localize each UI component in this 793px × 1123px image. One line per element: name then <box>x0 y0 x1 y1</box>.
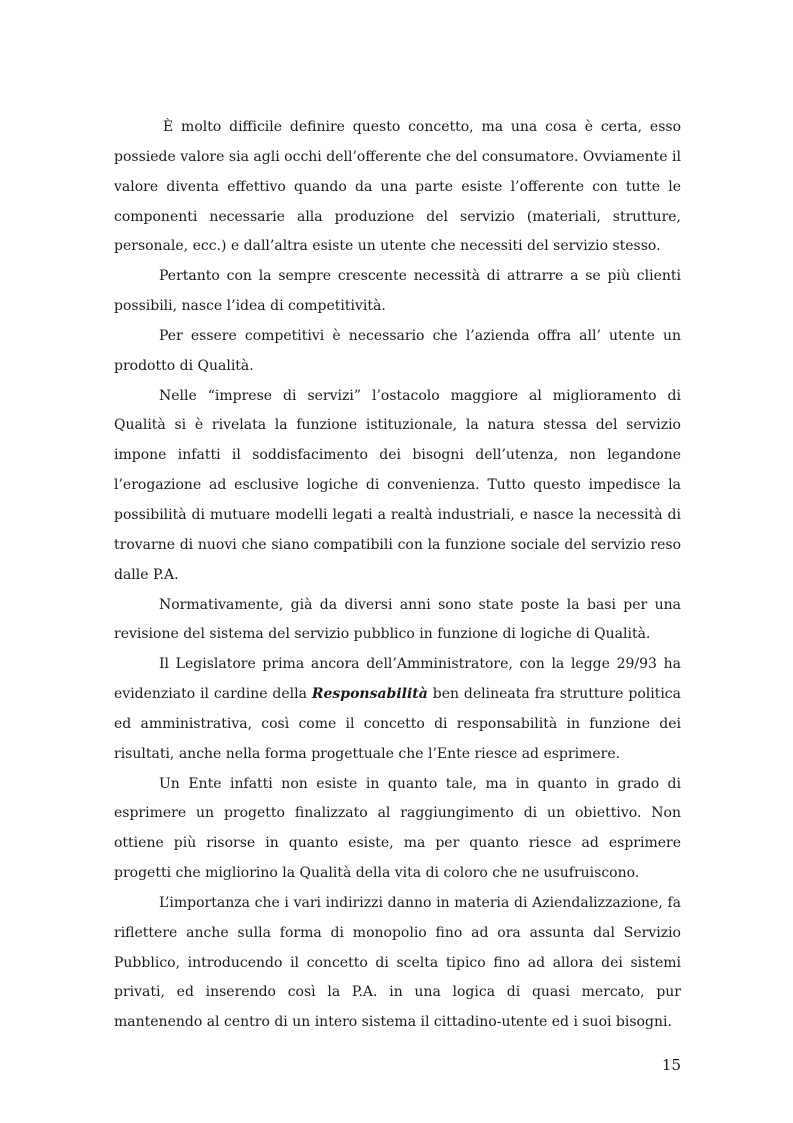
paragraph-5: Normativamente, già da diversi anni sono state poste la basi per una revisione del sistema del servizio pubblico in funzione di logiche di Qualità. <box>114 596 681 643</box>
paragraph-6-end: ben delineata fra strutture politica ed amministrativa, così come il concetto di responsabilità in funzione dei risultati, anche nella forma progettuale che l’Ente riesce ad esprimere. <box>114 686 681 762</box>
paragraph-8: L’importanza che i vari indirizzi danno in materia di Aziendalizzazione, fa riflettere anche sulla forma di monopolio fino ad ora assunta dal Servizio Pubblico, introducendo il concetto di scelta tipico fino ad allora dei sistemi privati, ed inserendo così la P.A. in una logica di quasi mercato, pur mantenendo al centro di un intero sistema il cittadino-utente ed i suoi bisogni. <box>114 894 681 1031</box>
emphasis-responsabilita: Responsabilità <box>311 686 428 703</box>
paragraph-6-start: Il Legislatore prima ancora dell’Amministratore, con la legge 29/93 ha evidenziato il cardine della <box>114 656 681 703</box>
paragraph-4: Nelle “imprese di servizi” l’ostacolo maggiore al miglioramento di Qualità si è rivelata la funzione istituzionale, la natura stessa del servizio impone infatti il soddisfacimento dei bisogni dell’utenza, non legandone l’erogazione ad esclusive logiche di convenienza. Tutto questo impedisce la possibilità di mutuare modelli legati a realtà industriali, e nasce la necessità di trovarne di nuovi che siano compatibili con la funzione sociale del servizio reso dalle P.A. <box>114 387 681 583</box>
paragraph-7: Un Ente infatti non esiste in quanto tale, ma in quanto in grado di esprimere un progetto finalizzato al raggiungimento di un obiettivo. Non ottiene più risorse in quanto esiste, ma per quanto riesce ad esprimere progetti che migliorino la Qualità della vita di coloro che ne usufruiscono. <box>114 775 681 882</box>
body-text <box>114 113 681 1038</box>
page-number: 15 <box>661 1056 681 1074</box>
paragraph-2: Pertanto con la sempre crescente necessità di attrarre a se più clienti possibili, nasce l’idea di competitività. <box>114 268 681 315</box>
paragraph-6 <box>114 650 681 769</box>
paragraph-1: È molto difficile definire questo concetto, ma una cosa è certa, esso possiede valore sia agli occhi dell’offerente che del consumatore. Ovviamente il valore diventa effettivo quando da una parte esiste l’offerente con tutte le componenti necessarie alla produzione del servizio (materiali, strutture, personale, ecc.) e dall’altra esiste un utente che necessiti del servizio stesso. <box>114 119 681 255</box>
paragraph-3: Per essere competitivi è necessario che l’azienda offra all’ utente un prodotto di Qualità. <box>114 327 681 374</box>
